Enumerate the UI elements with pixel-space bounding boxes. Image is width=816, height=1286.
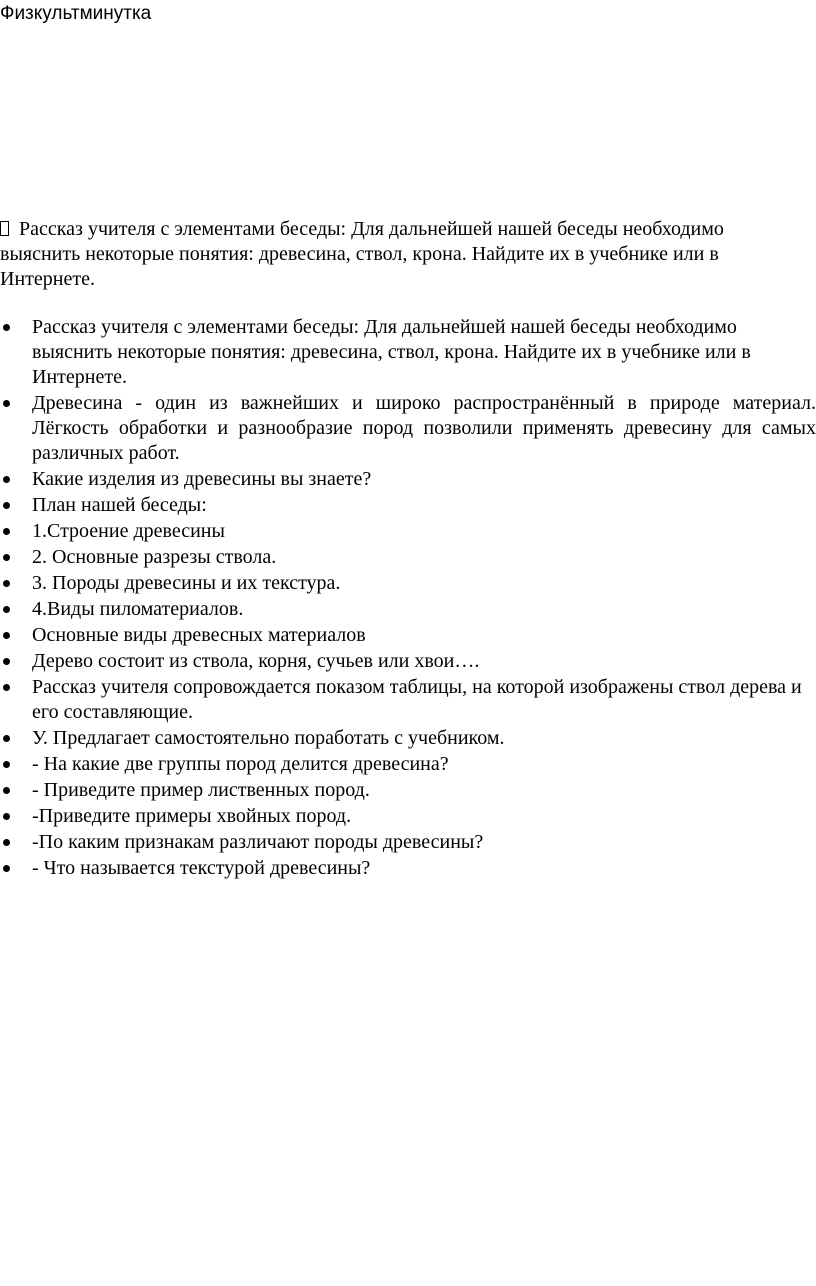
bullet-icon xyxy=(3,528,10,535)
missing-glyph-icon xyxy=(0,221,9,236)
list-item: -Приведите примеры хвойных пород. xyxy=(0,804,816,829)
list-item: Рассказ учителя с элементами беседы: Для дальнейшей нашей беседы необходимо выяснить некоторые понятия: древесина, ствол, крона. Найдите их в учебнике или в Интернете. xyxy=(0,315,816,390)
bullet-icon xyxy=(3,476,10,483)
list-item: Рассказ учителя сопровождается показом таблицы, на которой изображены ствол дерева и его составляющие. xyxy=(0,675,816,725)
bullet-icon xyxy=(3,735,10,742)
list-item: У. Предлагает самостоятельно поработать с учебником. xyxy=(0,726,816,751)
list-item: 4.Виды пиломатериалов. xyxy=(0,597,816,622)
list-item: Древесина - один из важнейших и широко распространённый в природе материал. Лёгкость обработки и разнообразие пород позволили применять древесину для самых различных работ. xyxy=(0,391,816,466)
bullet-icon xyxy=(3,502,10,509)
bullet-icon xyxy=(3,684,10,691)
list-item: План нашей беседы: xyxy=(0,493,816,518)
bullet-icon xyxy=(3,761,10,768)
intro-text: Рассказ учителя с элементами беседы: Для дальнейшей нашей беседы необходимо выяснить некоторые понятия: древесина, ствол, крона. Найдите их в учебнике или в Интернете. xyxy=(0,218,724,290)
list-item: 2. Основные разрезы ствола. xyxy=(0,545,816,570)
bullet-icon xyxy=(3,658,10,665)
bullet-list xyxy=(0,315,816,882)
bullet-icon xyxy=(3,865,10,872)
bullet-icon xyxy=(3,813,10,820)
bullet-icon xyxy=(3,400,10,407)
page-heading: Физкультминутка xyxy=(0,3,152,24)
list-item: -По каким признакам различают породы древесины? xyxy=(0,830,816,855)
bullet-icon xyxy=(3,554,10,561)
list-item: 1.Строение древесины xyxy=(0,519,816,544)
bullet-icon xyxy=(3,632,10,639)
bullet-icon xyxy=(3,324,10,331)
bullet-icon xyxy=(3,839,10,846)
bullet-icon xyxy=(3,606,10,613)
list-item: - На какие две группы пород делится древесина? xyxy=(0,752,816,777)
bullet-icon xyxy=(3,787,10,794)
list-item: - Что называется текстурой древесины? xyxy=(0,856,816,881)
list-item: - Приведите пример лиственных пород. xyxy=(0,778,816,803)
bullet-icon xyxy=(3,580,10,587)
list-item: Дерево состоит из ствола, корня, сучьев или хвои…. xyxy=(0,649,816,674)
intro-paragraph xyxy=(0,217,800,292)
list-item: Основные виды древесных материалов xyxy=(0,623,816,648)
list-item: 3. Породы древесины и их текстура. xyxy=(0,571,816,596)
list-item: Какие изделия из древесины вы знаете? xyxy=(0,467,816,492)
